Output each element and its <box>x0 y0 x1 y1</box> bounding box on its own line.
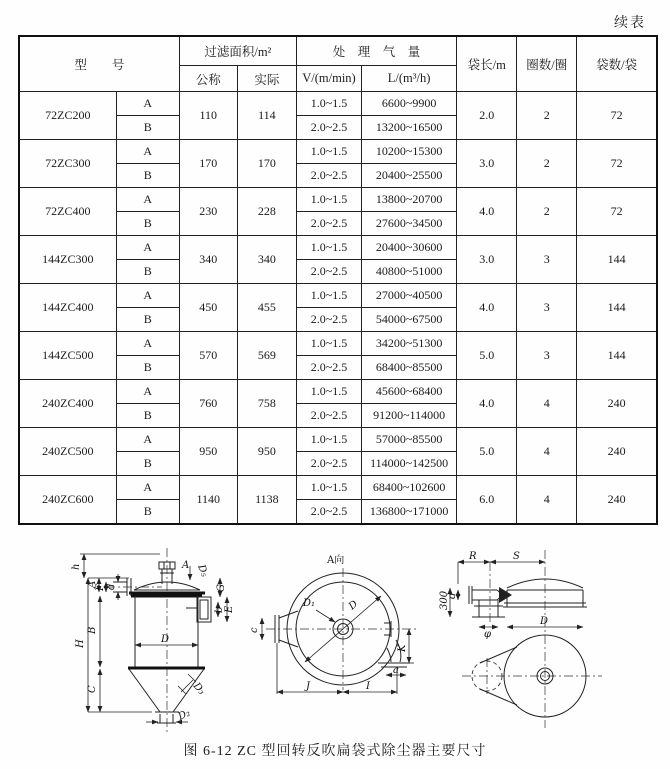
dim-label-s: S <box>513 551 520 562</box>
bags-cell: 240 <box>577 428 657 476</box>
variant-cell: B <box>116 356 179 380</box>
flow-cell: 6600~9900 <box>362 92 457 116</box>
header-nominal: 公称 <box>179 66 237 92</box>
rings-cell: 4 <box>517 380 577 428</box>
velocity-cell: 1.0~1.5 <box>296 92 361 116</box>
actual-area-cell: 758 <box>237 380 296 428</box>
actual-area-cell: 340 <box>237 236 296 284</box>
bags-cell: 144 <box>577 236 657 284</box>
header-filter-area: 过滤面积/m² <box>179 36 296 66</box>
a-view-title: A向 <box>327 555 345 566</box>
header-bag-length: 袋长/m <box>457 36 517 92</box>
dim-label-j: J <box>306 681 311 692</box>
variant-cell: A <box>116 188 179 212</box>
dim-label-e: E <box>224 605 235 613</box>
dim-label-a-flange: a <box>393 665 399 676</box>
variant-cell: B <box>116 212 179 236</box>
velocity-cell: 2.0~2.5 <box>296 212 361 236</box>
actual-area-cell: 569 <box>237 332 296 380</box>
variant-cell: B <box>116 308 179 332</box>
dim-label-d1: D₁ <box>303 598 316 609</box>
model-cell: 72ZC400 <box>19 188 116 236</box>
nominal-area-cell: 1140 <box>179 476 237 525</box>
model-cell: 144ZC300 <box>19 236 116 284</box>
variant-cell: A <box>116 476 179 500</box>
dim-label-b: b <box>214 606 225 613</box>
dim-label-i: I <box>366 681 370 692</box>
velocity-cell: 2.0~2.5 <box>296 356 361 380</box>
velocity-cell: 2.0~2.5 <box>296 116 361 140</box>
table-row <box>19 284 657 308</box>
table-row <box>19 92 657 116</box>
table-row <box>19 428 657 452</box>
flow-cell: 57000~85500 <box>362 428 457 452</box>
nominal-area-cell: 110 <box>179 92 237 140</box>
bags-cell: 72 <box>577 92 657 140</box>
spec-table <box>18 35 658 525</box>
dim-label-phi: φ <box>484 629 492 640</box>
bags-cell: 72 <box>577 188 657 236</box>
rings-cell: 2 <box>517 140 577 188</box>
model-cell: 240ZC400 <box>19 380 116 428</box>
bag-length-cell: 4.0 <box>457 284 517 332</box>
header-rings: 圈数/圈 <box>517 36 577 92</box>
bag-length-cell: 2.0 <box>457 92 517 140</box>
header-bags: 袋数/袋 <box>577 36 657 92</box>
velocity-cell: 1.0~1.5 <box>296 284 361 308</box>
dim-label-h-total: H <box>75 639 86 648</box>
rings-cell: 3 <box>517 284 577 332</box>
dim-label-view-arrow: A <box>182 560 190 571</box>
flow-cell: 114000~142500 <box>362 452 457 476</box>
variant-cell: A <box>116 428 179 452</box>
figure-drawings <box>0 540 670 740</box>
variant-cell: B <box>116 404 179 428</box>
header-model: 型 号 <box>19 36 179 92</box>
side-plan-view <box>439 550 602 728</box>
table-row <box>19 236 657 260</box>
variant-cell: B <box>116 452 179 476</box>
rings-cell: 2 <box>517 188 577 236</box>
rings-cell: 3 <box>517 236 577 284</box>
bag-length-cell: 6.0 <box>457 476 517 525</box>
rings-cell: 3 <box>517 332 577 380</box>
bags-cell: 144 <box>577 332 657 380</box>
flow-cell: 40800~51000 <box>362 260 457 284</box>
variant-cell: B <box>116 164 179 188</box>
velocity-cell: 1.0~1.5 <box>296 380 361 404</box>
velocity-cell: 2.0~2.5 <box>296 308 361 332</box>
bags-cell: 144 <box>577 284 657 332</box>
bags-cell: 240 <box>577 476 657 525</box>
velocity-cell: 2.0~2.5 <box>296 452 361 476</box>
rings-cell: 4 <box>517 428 577 476</box>
velocity-cell: 1.0~1.5 <box>296 236 361 260</box>
variant-cell: A <box>116 92 179 116</box>
table-row <box>19 476 657 500</box>
velocity-cell: 1.0~1.5 <box>296 332 361 356</box>
dim-label-d-diag: D <box>346 598 361 613</box>
velocity-cell: 2.0~2.5 <box>296 260 361 284</box>
velocity-cell: 1.0~1.5 <box>296 188 361 212</box>
flow-cell: 27600~34500 <box>362 212 457 236</box>
dim-label-d-plan: D <box>540 616 549 627</box>
dim-label-300: 300 <box>439 590 450 610</box>
bag-length-cell: 5.0 <box>457 428 517 476</box>
dim-label-d-side: d <box>447 592 458 599</box>
nominal-area-cell: 170 <box>179 140 237 188</box>
flow-cell: 45600~68400 <box>362 380 457 404</box>
dim-label-d-small: d <box>106 583 117 590</box>
nominal-area-cell: 340 <box>179 236 237 284</box>
flow-cell: 34200~51300 <box>362 332 457 356</box>
actual-area-cell: 228 <box>237 188 296 236</box>
dim-label-k: K <box>397 644 408 652</box>
flow-cell: 136800~171000 <box>362 500 457 525</box>
header-flow: L/(m³/h) <box>362 66 457 92</box>
table-row <box>19 188 657 212</box>
velocity-cell: 1.0~1.5 <box>296 476 361 500</box>
flow-cell: 10200~15300 <box>362 140 457 164</box>
rings-cell: 2 <box>517 92 577 140</box>
actual-area-cell: 170 <box>237 140 296 188</box>
variant-cell: B <box>116 260 179 284</box>
model-cell: 144ZC400 <box>19 284 116 332</box>
dim-label-d5: D₅ <box>195 563 210 579</box>
flow-cell: 13800~20700 <box>362 188 457 212</box>
header-air-volume: 处 理 气 量 <box>296 36 456 66</box>
bags-cell: 72 <box>577 140 657 188</box>
flow-cell: 20400~25500 <box>362 164 457 188</box>
bag-length-cell: 3.0 <box>457 236 517 284</box>
dim-label-g: G <box>216 584 227 592</box>
flow-cell: 68400~85500 <box>362 356 457 380</box>
bag-length-cell: 4.0 <box>457 188 517 236</box>
table-row <box>19 332 657 356</box>
variant-cell: B <box>116 500 179 525</box>
dim-label-c-inlet: c <box>249 627 260 633</box>
front-elevation-view <box>71 548 235 732</box>
actual-area-cell: 950 <box>237 428 296 476</box>
actual-area-cell: 455 <box>237 284 296 332</box>
dim-label-c-height: C <box>87 685 98 693</box>
velocity-cell: 1.0~1.5 <box>296 140 361 164</box>
variant-cell: A <box>116 380 179 404</box>
bag-length-cell: 4.0 <box>457 380 517 428</box>
bag-length-cell: 5.0 <box>457 332 517 380</box>
spec-table-body <box>19 92 657 525</box>
flow-cell: 13200~16500 <box>362 116 457 140</box>
flow-cell: 20400~30600 <box>362 236 457 260</box>
dim-label-f: F <box>95 584 106 591</box>
dim-label-d2: D₂ <box>176 707 193 723</box>
flow-cell: 91200~114000 <box>362 404 457 428</box>
header-actual: 实际 <box>237 66 296 92</box>
header-velocity: V/(m/min) <box>296 66 361 92</box>
variant-cell: A <box>116 140 179 164</box>
flow-cell: 54000~67500 <box>362 308 457 332</box>
a-direction-view <box>249 553 418 694</box>
velocity-cell: 2.0~2.5 <box>296 404 361 428</box>
model-cell: 240ZC500 <box>19 428 116 476</box>
nominal-area-cell: 450 <box>179 284 237 332</box>
nominal-area-cell: 570 <box>179 332 237 380</box>
model-cell: 240ZC600 <box>19 476 116 525</box>
variant-cell: A <box>116 332 179 356</box>
continued-table-label: 续表 <box>614 16 646 31</box>
actual-area-cell: 114 <box>237 92 296 140</box>
model-cell: 144ZC500 <box>19 332 116 380</box>
velocity-cell: 1.0~1.5 <box>296 428 361 452</box>
nominal-area-cell: 760 <box>179 380 237 428</box>
model-cell: 72ZC200 <box>19 92 116 140</box>
table-row <box>19 140 657 164</box>
variant-cell: B <box>116 116 179 140</box>
dim-label-b-height: B <box>87 626 98 634</box>
bag-length-cell: 3.0 <box>457 140 517 188</box>
dim-label-h: h <box>71 563 82 570</box>
nominal-area-cell: 230 <box>179 188 237 236</box>
nominal-area-cell: 950 <box>179 428 237 476</box>
bags-cell: 240 <box>577 380 657 428</box>
dimension-drawing-svg <box>0 540 670 740</box>
dim-label-d-body: D <box>161 634 170 645</box>
actual-area-cell: 1138 <box>237 476 296 525</box>
dim-label-r: R <box>469 551 477 562</box>
velocity-cell: 2.0~2.5 <box>296 164 361 188</box>
variant-cell: A <box>116 236 179 260</box>
dim-label-a: A <box>87 580 98 588</box>
rings-cell: 4 <box>517 476 577 525</box>
dim-label-d3: D₃ <box>190 680 207 698</box>
model-cell: 72ZC300 <box>19 140 116 188</box>
velocity-cell: 2.0~2.5 <box>296 500 361 525</box>
flow-cell: 27000~40500 <box>362 284 457 308</box>
variant-cell: A <box>116 284 179 308</box>
table-row <box>19 380 657 404</box>
flow-cell: 68400~102600 <box>362 476 457 500</box>
figure-caption: 图 6-12 ZC 型回转反吹扁袋式除尘器主要尺寸 <box>183 744 487 759</box>
